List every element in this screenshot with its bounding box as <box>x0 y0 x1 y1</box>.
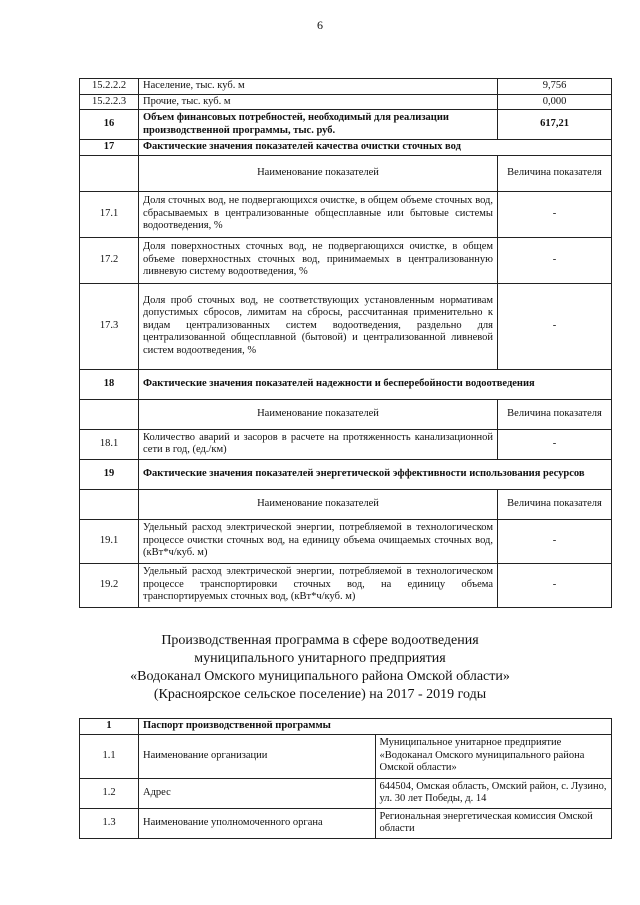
section-header <box>80 140 612 156</box>
table-row <box>80 94 612 110</box>
row-value: - <box>498 429 612 459</box>
row-text: Количество аварий и засоров в расчете на протяженность канализационной сети в год, (ед./км) <box>139 429 498 459</box>
column-header-value: Величина показателя <box>498 399 612 429</box>
row-number: 16 <box>80 110 139 140</box>
table-row <box>80 734 612 778</box>
program-title <box>0 632 640 704</box>
row-text: Прочие, тыс. куб. м <box>139 94 498 110</box>
section-title: Фактические значения показателей надежности и бесперебойности водоотведения <box>139 369 612 399</box>
program-title-line: «Водоканал Омского муниципального района Омской области» <box>130 669 510 684</box>
column-header-row <box>80 399 612 429</box>
section-header <box>80 459 612 489</box>
row-label: Адрес <box>139 778 376 808</box>
program-title-line: (Красноярское сельское поселение) на 2017 - 2019 годы <box>153 687 487 702</box>
column-header-name: Наименование показателей <box>139 489 498 519</box>
row-value: - <box>498 563 612 607</box>
row-value: 9,756 <box>498 79 612 95</box>
row-number: 17.3 <box>80 283 139 369</box>
row-value: - <box>498 519 612 563</box>
table-row <box>80 429 612 459</box>
row-label: Наименование организации <box>139 734 376 778</box>
section-number: 17 <box>80 140 139 156</box>
row-number: 17.1 <box>80 191 139 237</box>
page-number: 6 <box>317 18 323 32</box>
table-row <box>80 110 612 140</box>
column-header-name: Наименование показателей <box>139 399 498 429</box>
row-value: 0,000 <box>498 94 612 110</box>
row-number: 15.2.2.3 <box>80 94 139 110</box>
row-value: - <box>498 283 612 369</box>
passport-header-number: 1 <box>80 719 139 735</box>
section-title: Фактические значения показателей энергетической эффективности использования ресурсов <box>139 459 612 489</box>
indicators-table <box>79 78 612 608</box>
row-number: 15.2.2.2 <box>80 79 139 95</box>
row-number: 18.1 <box>80 429 139 459</box>
row-value: 617,21 <box>498 110 612 140</box>
program-title-line: Производственная программа в сфере водоотведения <box>161 633 479 648</box>
table-row <box>80 191 612 237</box>
row-number: 19.2 <box>80 563 139 607</box>
empty-cell <box>80 155 139 191</box>
table-row <box>80 237 612 283</box>
row-label: Наименование уполномоченного органа <box>139 808 376 838</box>
row-value: - <box>498 191 612 237</box>
row-text: Удельный расход электрической энергии, потребляемой в технологическом процессе транспортировки сточных вод, на единицу объема транспортируемых сточных вод, (кВт*ч/куб. м) <box>139 563 498 607</box>
row-value: - <box>498 237 612 283</box>
row-text: Доля поверхностных сточных вод, не подвергающихся очистке, в общем объеме поверхностных сточных вод, принимаемых в централизованную ливневую систему водоотведения, % <box>139 237 498 283</box>
row-value: Региональная энергетическая комиссия Омской области <box>375 808 612 838</box>
section-number: 19 <box>80 459 139 489</box>
passport-header-row <box>80 719 612 735</box>
row-text: Удельный расход электрической энергии, потребляемой в технологическом процессе очистки сточных вод, на единицу объема очищаемых сточных вод, (кВт*ч/куб. м) <box>139 519 498 563</box>
row-number: 17.2 <box>80 237 139 283</box>
row-text: Доля проб сточных вод, не соответствующих установленным нормативам допустимых сбросов, лимитам на сбросы, рассчитанная применительно к видам централизованных систем водоотведения, раздельно для централизованной общесплавной (бытовой) и централизованной ливневой систем водоотведения, % <box>139 283 498 369</box>
passport-header-title: Паспорт производственной программы <box>139 719 612 735</box>
section-number: 18 <box>80 369 139 399</box>
empty-cell <box>80 399 139 429</box>
column-header-row <box>80 155 612 191</box>
table-row <box>80 778 612 808</box>
table-row <box>80 519 612 563</box>
program-title-line: муниципального унитарного предприятия <box>194 651 446 666</box>
column-header-name: Наименование показателей <box>139 155 498 191</box>
section-header <box>80 369 612 399</box>
passport-table <box>79 718 612 839</box>
row-number: 1.3 <box>80 808 139 838</box>
row-text: Доля сточных вод, не подвергающихся очистке, в общем объеме сточных вод, сбрасываемых в централизованные общесплавные или бытовые системы водоотведения, % <box>139 191 498 237</box>
row-value: Муниципальное унитарное предприятие «Водоканал Омского муниципального района Омской области» <box>375 734 612 778</box>
table-row <box>80 563 612 607</box>
column-header-row <box>80 489 612 519</box>
row-value: 644504, Омская область, Омский район, с. Лузино, ул. 30 лет Победы, д. 14 <box>375 778 612 808</box>
table-row <box>80 808 612 838</box>
empty-cell <box>80 489 139 519</box>
column-header-value: Величина показателя <box>498 489 612 519</box>
section-title: Фактические значения показателей качества очистки сточных вод <box>139 140 612 156</box>
row-number: 1.1 <box>80 734 139 778</box>
row-text: Население, тыс. куб. м <box>139 79 498 95</box>
table-row <box>80 283 612 369</box>
row-number: 19.1 <box>80 519 139 563</box>
row-text: Объем финансовых потребностей, необходимый для реализации производственной программы, тыс. руб. <box>139 110 498 140</box>
table-row <box>80 79 612 95</box>
row-number: 1.2 <box>80 778 139 808</box>
column-header-value: Величина показателя <box>498 155 612 191</box>
